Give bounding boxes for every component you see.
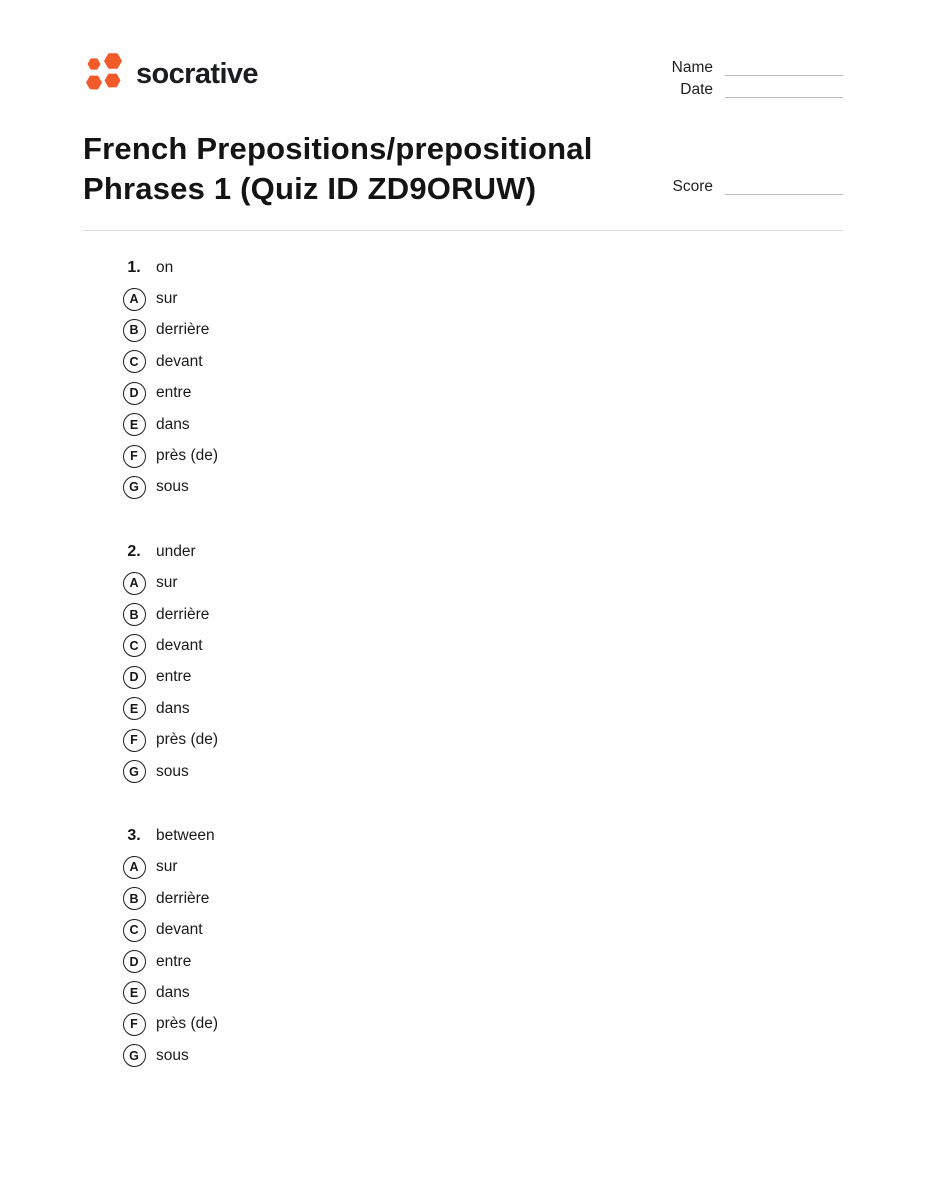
option-label: près (de) xyxy=(156,731,219,749)
option-label: derrière xyxy=(156,321,210,339)
option-row[interactable] xyxy=(122,883,843,914)
question-number: 3. xyxy=(127,826,141,844)
option-label: sous xyxy=(156,478,189,496)
option-label: sur xyxy=(156,574,178,592)
option-row[interactable] xyxy=(122,756,843,787)
option-label: devant xyxy=(156,921,203,939)
option-letter-badge[interactable]: G xyxy=(123,760,146,783)
question-block xyxy=(122,820,843,1071)
options-list xyxy=(122,283,843,503)
option-row[interactable] xyxy=(122,346,843,377)
option-label: derrière xyxy=(156,889,210,907)
option-label: sur xyxy=(156,290,178,308)
page-header xyxy=(83,50,843,98)
score-label: Score xyxy=(672,177,713,195)
name-field-row xyxy=(672,57,843,76)
option-letter-badge[interactable]: F xyxy=(123,1013,146,1036)
option-row[interactable] xyxy=(122,852,843,883)
option-letter-badge[interactable]: E xyxy=(123,981,146,1004)
option-letter-badge[interactable]: B xyxy=(123,887,146,910)
option-row[interactable] xyxy=(122,724,843,755)
option-letter-badge[interactable]: A xyxy=(123,572,146,595)
option-row[interactable] xyxy=(122,693,843,724)
option-row[interactable] xyxy=(122,1009,843,1040)
question-number: 2. xyxy=(127,542,141,560)
option-label: dans xyxy=(156,983,190,1001)
score-field xyxy=(673,176,844,195)
question-text: under xyxy=(156,542,196,560)
logo-wordmark: socrative xyxy=(136,57,258,90)
option-letter-badge[interactable]: E xyxy=(123,697,146,720)
option-row[interactable] xyxy=(122,914,843,945)
date-line xyxy=(725,84,843,98)
question-header xyxy=(122,820,843,851)
option-row[interactable] xyxy=(122,662,843,693)
name-label: Name xyxy=(671,58,713,76)
date-field-row xyxy=(672,79,843,98)
option-letter-badge[interactable]: D xyxy=(123,950,146,973)
question-header xyxy=(122,536,843,567)
option-letter-badge[interactable]: F xyxy=(123,445,146,468)
option-letter-badge[interactable]: A xyxy=(123,856,146,879)
question-text: between xyxy=(156,826,215,844)
option-letter-badge[interactable]: C xyxy=(123,350,146,373)
option-label: près (de) xyxy=(156,1015,219,1033)
option-letter-badge[interactable]: G xyxy=(123,1044,146,1067)
option-label: dans xyxy=(156,415,190,433)
option-row[interactable] xyxy=(122,283,843,314)
option-row[interactable] xyxy=(122,977,843,1008)
option-row[interactable] xyxy=(122,378,843,409)
date-label: Date xyxy=(680,80,713,98)
option-row[interactable] xyxy=(122,315,843,346)
name-line xyxy=(725,62,843,76)
option-letter-badge[interactable]: F xyxy=(123,729,146,752)
option-row[interactable] xyxy=(122,630,843,661)
question-block xyxy=(122,252,843,503)
score-line xyxy=(725,181,843,195)
option-label: sous xyxy=(156,1046,189,1064)
name-date-fields xyxy=(672,57,843,98)
question-text: on xyxy=(156,258,174,276)
option-label: près (de) xyxy=(156,447,219,465)
option-letter-badge[interactable]: E xyxy=(123,413,146,436)
question-header xyxy=(122,252,843,283)
option-letter-badge[interactable]: D xyxy=(123,382,146,405)
option-label: devant xyxy=(156,636,203,654)
option-label: devant xyxy=(156,352,203,370)
options-list xyxy=(122,568,843,788)
option-row[interactable] xyxy=(122,472,843,503)
option-letter-badge[interactable]: A xyxy=(123,288,146,311)
option-letter-badge[interactable]: G xyxy=(123,476,146,499)
title-row xyxy=(83,129,843,209)
option-letter-badge[interactable]: B xyxy=(123,603,146,626)
option-label: sur xyxy=(156,858,178,876)
socrative-logo xyxy=(83,50,258,94)
option-label: dans xyxy=(156,699,190,717)
score-field-row xyxy=(673,176,844,195)
option-label: entre xyxy=(156,952,192,970)
option-letter-badge[interactable]: D xyxy=(123,666,146,689)
logo-hexagons-icon xyxy=(83,50,127,94)
option-row[interactable] xyxy=(122,409,843,440)
questions-list xyxy=(83,231,843,1071)
option-row[interactable] xyxy=(122,599,843,630)
option-row[interactable] xyxy=(122,1040,843,1071)
option-label: entre xyxy=(156,384,192,402)
option-label: entre xyxy=(156,668,192,686)
option-row[interactable] xyxy=(122,440,843,471)
option-letter-badge[interactable]: B xyxy=(123,319,146,342)
question-number: 1. xyxy=(127,258,141,276)
question-block xyxy=(122,536,843,787)
options-list xyxy=(122,852,843,1072)
option-row[interactable] xyxy=(122,946,843,977)
option-letter-badge[interactable]: C xyxy=(123,919,146,942)
option-row[interactable] xyxy=(122,568,843,599)
quiz-title: French Prepositions/prepositional Phrases 1 (Quiz ID ZD9ORUW) xyxy=(83,131,593,206)
option-label: derrière xyxy=(156,605,210,623)
option-letter-badge[interactable]: C xyxy=(123,634,146,657)
option-label: sous xyxy=(156,762,189,780)
